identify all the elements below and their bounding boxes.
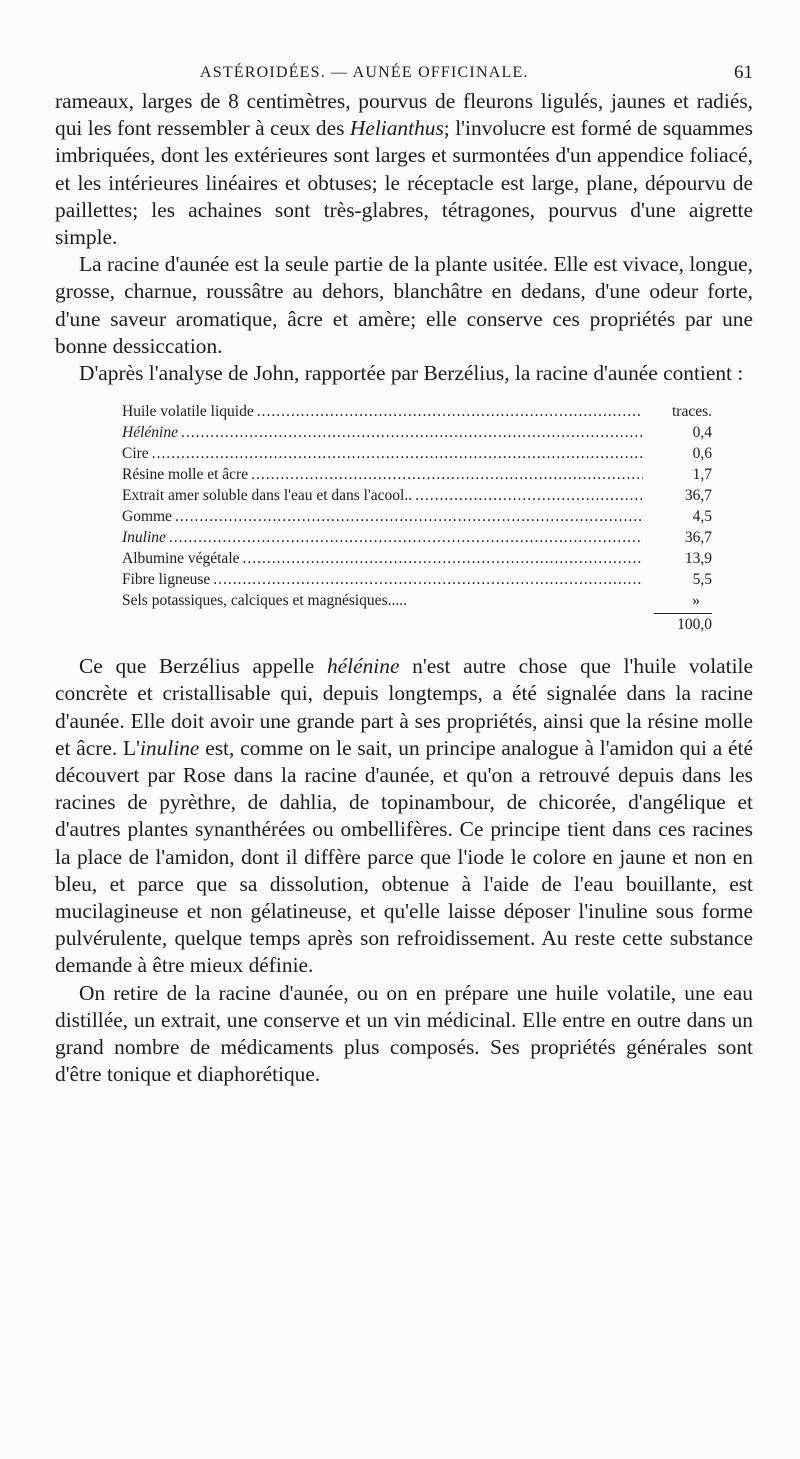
running-head: [55, 58, 753, 88]
leader-dots: [175, 506, 643, 527]
row-label: Fibre ligneuse: [122, 571, 211, 589]
row-label: Cire: [122, 445, 149, 463]
composition-table: [122, 401, 712, 635]
table-row: [122, 422, 712, 443]
leader-dots: [169, 527, 643, 548]
leader-dots: [243, 548, 644, 569]
leader-dots: [152, 443, 643, 464]
paragraph-preparations: On retire de la racine d'aunée, ou on en prépare une huile volatile, une eau distillée, un extrait, une conserve et un vin médicinal. Elle entre en outre dans un grand nombre de médicaments plus composés. Ses propriétés générales sont d'être tonique et diaphorétique.: [55, 980, 753, 1087]
paragraph-text: est, comme on le sait, un principe analogue à l'amidon qui a été découvert par Rose dans la racine d'aunée, et qu'on a retrouvé depuis dans les racines de pyrèthre, de dahlia, de topinambour, de chicorée, d'angélique et d'autres plantes synanthérées ou ombellifères. Ce principe tient dans ces racines la place de l'amidon, dont il diffère parce que l'iode le colore en jaune et non en bleu, et parce que sa dissolution, obtenue à l'aide de l'eau bouillante, est mucilagineuse et non gélatineuse, et qu'elle laisse déposer l'inuline sous forme pulvérulente, quelque temps après son refroidissement. Au reste cette substance demande à être mieux définie.: [55, 735, 753, 978]
row-value: 36,7: [684, 487, 712, 505]
table-total: 100,0: [677, 616, 712, 634]
paragraph-text: rameaux, larges de 8 centimètres, pourvus de fleurons ligulés, jaunes et radiés, qui les font ressembler à ceux des: [55, 89, 753, 141]
row-label: Hélénine: [122, 424, 178, 442]
row-label: Gomme: [122, 508, 172, 526]
table-row: [122, 464, 712, 485]
paragraph-text: ; l'involucre est formé de squammes imbriquées, dont les extérieures sont larges et surmontées d'un appendice foliacé, et les intérieures linéaires et obtuses; le réceptacle est large, plane, dépourvu de paillettes; les achaines sont très-glabres, tétragones, pourvus d'une aigrette simple.: [55, 116, 754, 250]
row-label: Résine molle et âcre: [122, 466, 249, 484]
row-value: 4,5: [692, 508, 712, 526]
leader-dots: [213, 569, 643, 590]
book-page: [55, 58, 753, 1088]
spacer: [55, 635, 753, 653]
leader-dots: [251, 464, 643, 485]
table-row: [122, 569, 712, 590]
paragraph-analysis-intro: D'après l'analyse de John, rapportée par Berzélius, la racine d'aunée contient :: [79, 361, 744, 386]
table-row: [122, 527, 712, 548]
genus-name: Helianthus: [349, 116, 444, 141]
running-title: ASTÉROIDÉES. — AUNÉE OFFICINALE.: [200, 64, 529, 81]
row-value: 36,7: [684, 529, 712, 547]
row-value: »: [692, 592, 700, 610]
paragraph-description: [55, 88, 753, 251]
term-inuline: inuline: [139, 735, 200, 760]
term-helenine: hélénine: [326, 654, 400, 679]
row-label: Huile volatile liquide: [122, 403, 254, 421]
row-value: 5,5: [692, 571, 712, 589]
leader-dots: [415, 485, 643, 506]
paragraph-root: La racine d'aunée est la seule partie de la plante usitée. Elle est vivace, longue, grosse, charnue, roussâtre au dehors, blanchâtre en dedans, d'une odeur forte, d'une saveur aromatique, âcre et amère; elle conserve ces propriétés par une bonne dessiccation.: [55, 252, 753, 358]
row-label: Inuline: [122, 529, 166, 547]
page-number: 61: [734, 62, 753, 83]
row-value: traces.: [671, 403, 712, 421]
table-row: [122, 548, 712, 569]
paragraph-text: n'est autre chose que l'huile volatile concrète et cristallisable qui, depuis longtemps, a été signalée dans la racine d'aunée. Elle doit avoir une grande part à ses propriétés, ainsi que la résine molle et âcre. L': [55, 654, 753, 760]
row-label: Albumine végétale: [122, 550, 240, 568]
leader-dots: [257, 401, 643, 422]
paragraph-text: Ce que Berzélius appelle: [79, 654, 327, 679]
table-row: [122, 443, 712, 464]
row-value: 0,4: [692, 424, 712, 442]
table-row: [122, 590, 712, 611]
row-value: 0,6: [692, 445, 712, 463]
row-value: 13,9: [684, 550, 712, 568]
table-row: [122, 485, 712, 506]
row-label: Sels potassiques, calciques et magnésiques.....: [122, 592, 407, 610]
table-row: [122, 401, 712, 422]
row-value: 1,7: [692, 466, 712, 484]
row-label: Extrait amer soluble dans l'eau et dans l'acool..: [122, 487, 413, 505]
table-row: [122, 506, 712, 527]
leader-dots: [181, 422, 643, 443]
paragraph-helenine: [55, 653, 753, 979]
